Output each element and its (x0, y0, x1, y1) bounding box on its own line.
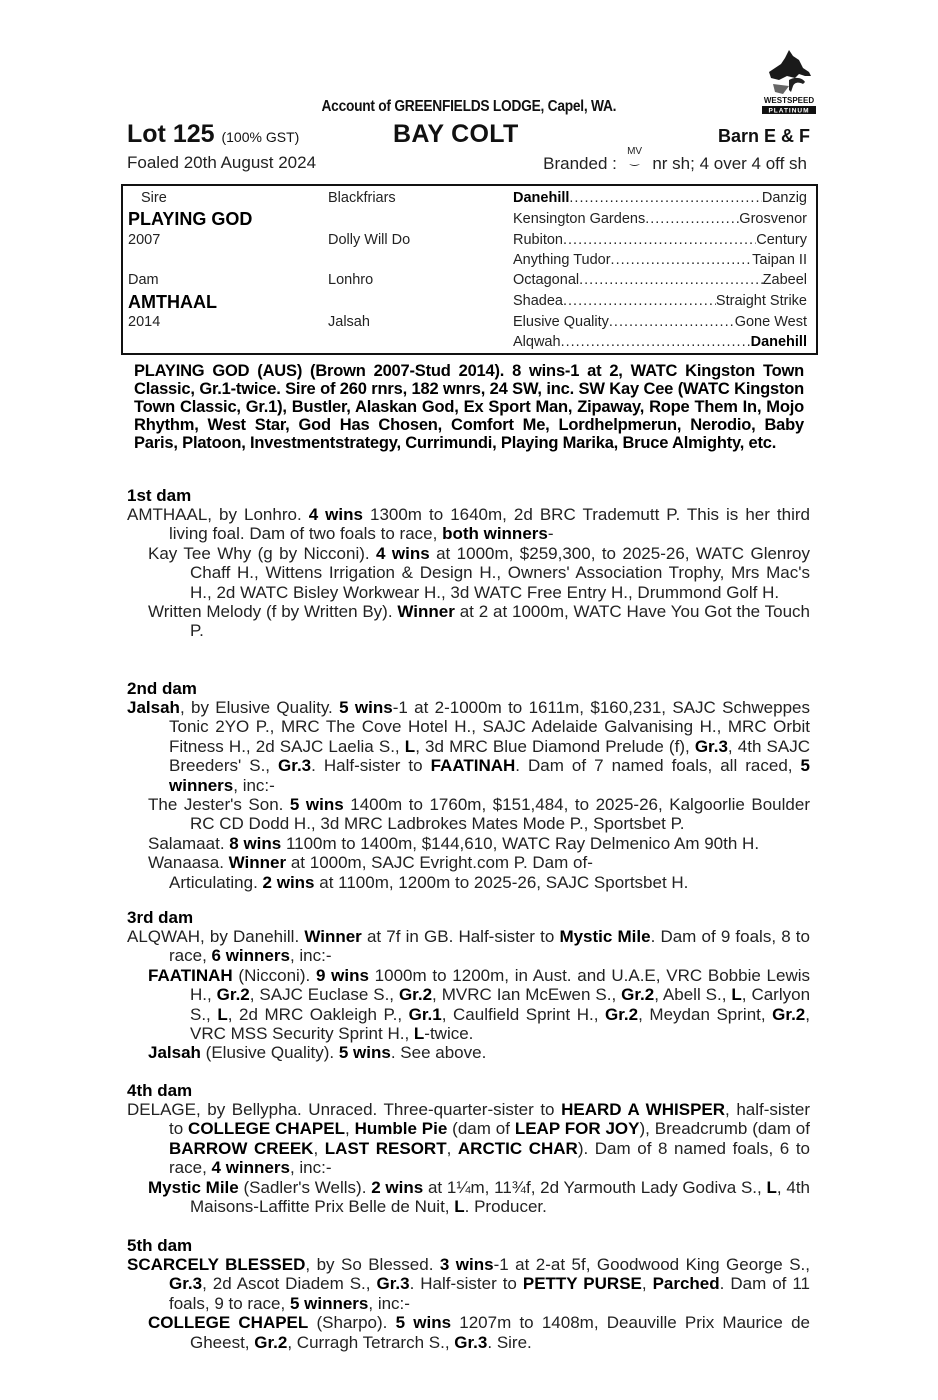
dam-year: 2014 (128, 314, 161, 330)
section-heading: 3rd dam (127, 908, 194, 927)
section-heading: 5th dam (127, 1236, 193, 1255)
progeny-paragraph: Kay Tee Why (g by Nicconi). 4 wins at 1000m, $259,300, to 2025-26, WATC Glenroy Chaff H., Wittens Irrigation & Design H., Owners' Association Trophy, Mrs Mac's H., 2d WATC Bisley Workwear H., 3d WATC Free Entry H., Drummond Golf H. (148, 543, 810, 602)
fourth-dam-section (127, 1081, 810, 1216)
progeny-paragraph: Written Melody (f by Written By). Winner at 2 at 1000m, WATC Have You Got the Touch P. (148, 602, 810, 641)
section-heading: 4th dam (127, 1081, 193, 1100)
ancestor-line: Danehill ..... Danzig (513, 190, 807, 206)
progeny-paragraph: Mystic Mile (Sadler's Wells). 2 wins at 1¼m, 11¾f, 2d Yarmouth Lady Godiva S., L, 4th Maisons-Laffitte Prix Belle de Nuit, L. Producer. (148, 1177, 810, 1217)
ancestor-line: Elusive Quality ..... Gone West (513, 314, 807, 330)
sire-year: 2007 (128, 232, 161, 248)
barn-location: Barn E & F (717, 126, 810, 146)
ancestor-line: Anything Tudor ..... Taipan II (513, 252, 807, 268)
vendor-account: Account of GREENFIELDS LODGE, Capel, WA. (321, 98, 617, 115)
first-dam-section (127, 486, 810, 641)
ancestor-line: Kensington Gardens ..... Grosvenor (513, 211, 807, 227)
progeny-paragraph: Jalsah (Elusive Quality). 5 wins. See above. (148, 1043, 487, 1063)
progeny-paragraph: Wanaasa. Winner at 1000m, SAJC Evright.com P. Dam of- (148, 853, 593, 873)
svg-text:WESTSPEED: WESTSPEED (763, 96, 815, 105)
pedigree-table (121, 184, 818, 355)
sire-summary: PLAYING GOD (AUS) (Brown 2007-Stud 2014). 8 wins-1 at 2, WATC Kingston Town Classic, Gr.1-twice. Sire of 260 rnrs, 182 wnrs, 24 SW, inc. SW Kay Cee (WATC Kingston Town Classic, Gr.1), Bustler, Alaskan God, Ex Sport Man, Zipaway, Rope Them In, Mojo Rhythm, West Star, God Has Chosen, Comfort Me, Lordhelpmerun, Nerodio, Baby Paris, Platoon, Investmentstrategy, Currimundi, Playing Marika, Bruce Almighty, etc. (134, 362, 804, 452)
sex-colour: BAY COLT (393, 120, 519, 148)
dam-paragraph: Jalsah, by Elusive Quality. 5 wins-1 at 2-1000m to 1611m, $160,231, SAJC Schweppes Tonic 2YO P., MRC The Cove Hotel H., SAJC Adelaide Galvanising H., MRC Orbit Fitness H., 2d SAJC Laelia S., L, 3d MRC Blue Diamond Prelude (f), Gr.3, 4th SAJC Breeders' S., Gr.3. Half-sister to FAATINAH. Dam of 7 named foals, all raced, 5 winners, inc:- (127, 698, 811, 795)
dam-paragraph: DELAGE, by Bellypha. Unraced. Three-quarter-sister to HEARD A WHISPER, half-sister to COLLEGE CHAPEL, Humble Pie (dam of LEAP FOR JOY), Breadcrumb (dam of BARROW CREEK, LAST RESORT, ARCTIC CHAR). Dam of 8 named foals, 6 to race, 4 winners, inc:- (127, 1100, 811, 1178)
gst-note: (100% GST) (221, 129, 300, 145)
dam-paragraph: SCARCELY BLESSED, by So Blessed. 3 wins-1 at 2-at 5f, Goodwood King George S., Gr.3, 2d Ascot Diadem S., Gr.3. Half-sister to PETTY PURSE, Parched. Dam of 11 foals, 9 to race, 5 winners, inc:- (127, 1255, 810, 1313)
sire-dam: Dolly Will Do (328, 232, 411, 248)
svg-text:PLATINUM: PLATINUM (768, 107, 810, 115)
fifth-dam-section (127, 1236, 810, 1352)
progeny-paragraph: COLLEGE CHAPEL (Sharpo). 5 wins 1207m to 1408m, Deauville Prix Maurice de Gheest, Gr.2, Curragh Tetrarch S., Gr.3. Sire. (148, 1313, 810, 1352)
grand-progeny-paragraph: Articulating. 2 wins at 1100m, 1200m to 2025-26, SAJC Sportsbet H. (169, 872, 689, 892)
section-heading: 1st dam (127, 486, 192, 505)
dam-name: AMTHAAL (128, 292, 217, 312)
sire-sire: Blackfriars (328, 190, 396, 206)
sire-name: PLAYING GOD (128, 209, 253, 229)
lot-header (127, 120, 810, 150)
ancestor-line: Shadea ..... Straight Strike (513, 293, 807, 309)
branded-text: nr sh; 4 over 4 off sh (652, 154, 807, 173)
third-dam-section (127, 908, 810, 1063)
dam-paragraph: ALQWAH, by Danehill. Winner at 7f in GB. Half-sister to Mystic Mile. Dam of 9 foals, 8 to race, 6 winners, inc:- (127, 927, 810, 966)
branded-info (543, 146, 807, 174)
dam-paragraph: AMTHAAL, by Lonhro. 4 wins 1300m to 1640m, 2d BRC Trademutt P. This is her third living foal. Dam of two foals to race, both winners- (127, 505, 810, 544)
progeny-paragraph: The Jester's Son. 5 wins 1400m to 1760m, $151,484, to 2025-26, Kalgoorlie Boulder RC CD Dodd H., 3d MRC Ladbrokes Mates Mode P., Sportsbet P. (148, 795, 810, 834)
second-dam-section (127, 679, 810, 892)
brand-mark-icon: MV ‿ (627, 146, 643, 166)
dam-dam: Jalsah (328, 314, 370, 330)
ancestor-line: Rubiton ..... Century (513, 232, 807, 248)
branded-label: Branded : (543, 154, 617, 173)
dam-sire: Lonhro (328, 272, 374, 288)
lot-number (127, 120, 299, 149)
progeny-paragraph: FAATINAH (Nicconi). 9 wins 1000m to 1200m, in Aust. and U.A.E, VRC Bobbie Lewis H., Gr.2, SAJC Euclase S., Gr.2, MVRC Ian McEwen S., Gr.2, Abell S., L, Carlyon S., L, 2d MRC Oakleigh P., Gr.1, Caulfield Sprint H., Gr.2, Meydan Sprint, Gr.2, VRC MSS Security Sprint H., L-twice. (148, 965, 811, 1044)
section-heading: 2nd dam (127, 679, 197, 698)
lot-label: Lot 125 (127, 120, 215, 148)
sire-label: Sire (141, 190, 167, 206)
ancestor-line: Alqwah ..... Danehill (513, 334, 807, 350)
progeny-paragraph: Salamaat. 8 wins 1100m to 1400m, $144,610, WATC Ray Delmenico Am 90th H. (148, 833, 760, 853)
dam-label: Dam (128, 272, 159, 288)
ancestor-line: Octagonal ..... Zabeel (513, 272, 807, 288)
foaled-date: Foaled 20th August 2024 (127, 153, 317, 172)
